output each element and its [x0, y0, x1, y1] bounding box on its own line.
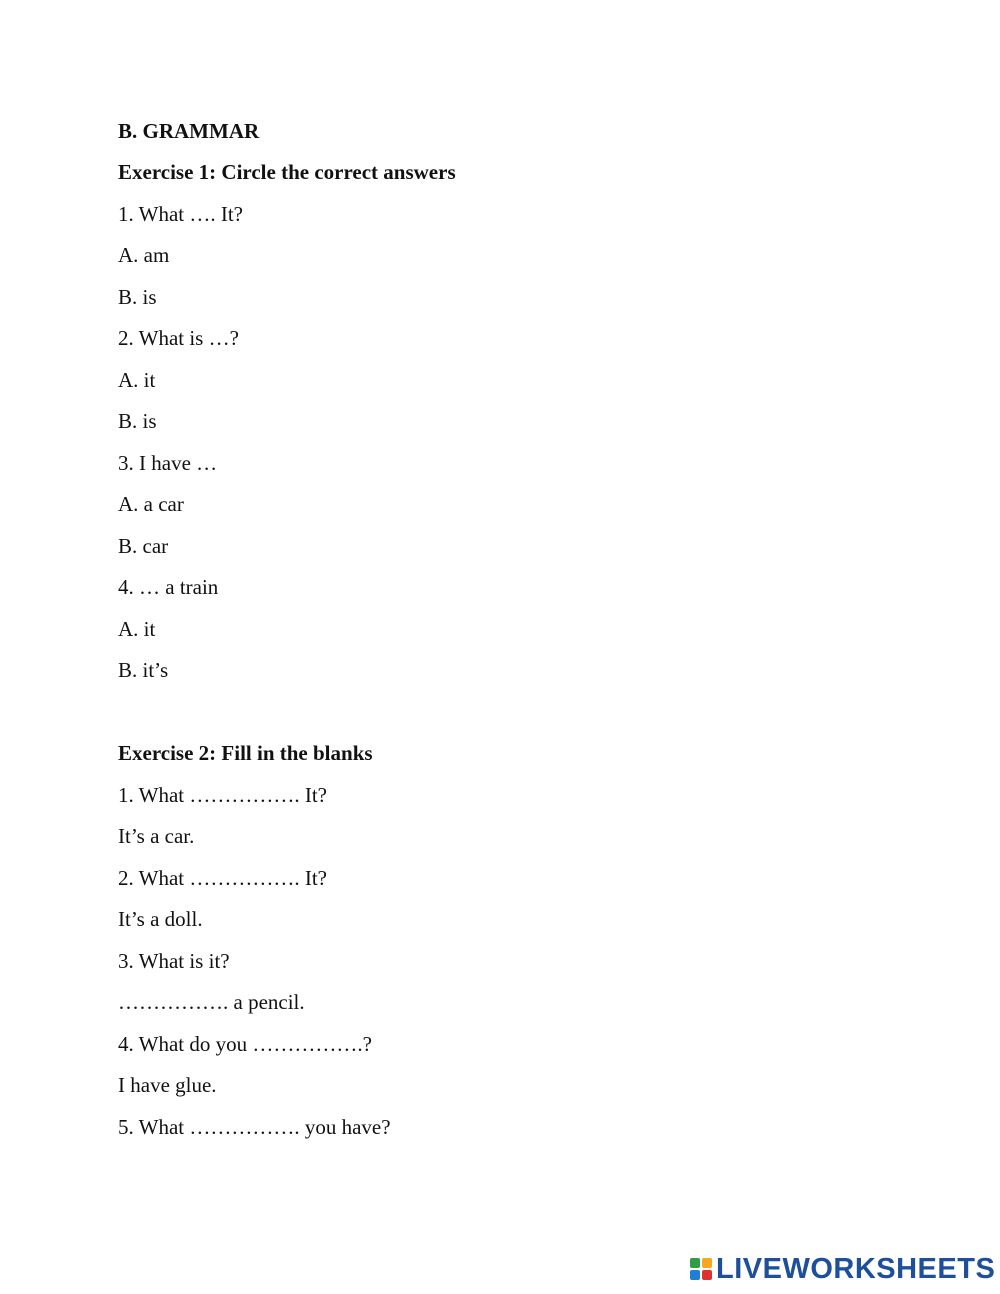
exercise-1-option[interactable]: A. a car [118, 492, 184, 516]
exercise-1-title: Exercise 1: Circle the correct answers [118, 160, 456, 184]
exercise-2-answer-1: It’s a car. [118, 824, 195, 848]
logo-square [690, 1270, 700, 1280]
exercise-1-option[interactable]: A. it [118, 617, 156, 641]
exercise-2-question-4[interactable]: 4. What do you …………….? [118, 1032, 372, 1056]
exercise-1-option[interactable]: B. it’s [118, 658, 169, 682]
exercise-1-option[interactable]: A. it [118, 368, 156, 392]
liveworksheets-logo-icon [690, 1258, 712, 1280]
exercise-2-answer-3[interactable]: ……………. a pencil. [118, 990, 305, 1014]
logo-square [702, 1270, 712, 1280]
logo-square [702, 1258, 712, 1268]
exercise-2-question-2[interactable]: 2. What ……………. It? [118, 866, 327, 890]
exercise-2-title: Exercise 2: Fill in the blanks [118, 741, 373, 765]
exercise-1-question-1: 1. What …. It? [118, 202, 243, 226]
exercise-1-option[interactable]: B. car [118, 534, 169, 558]
exercise-1-option[interactable]: A. am [118, 243, 170, 267]
exercise-1-question-2: 2. What is …? [118, 326, 239, 350]
logo-square [690, 1258, 700, 1268]
exercise-2-question-3: 3. What is it? [118, 949, 230, 973]
exercise-1-option[interactable]: B. is [118, 409, 157, 433]
exercise-1-option[interactable]: B. is [118, 285, 157, 309]
exercise-2-answer-4: I have glue. [118, 1073, 217, 1097]
exercise-1-question-4: 4. … a train [118, 575, 219, 599]
section-title: B. GRAMMAR [118, 119, 260, 143]
exercise-2-question-1[interactable]: 1. What ……………. It? [118, 783, 327, 807]
exercise-2-answer-2: It’s a doll. [118, 907, 203, 931]
exercise-2-question-5[interactable]: 5. What ……………. you have? [118, 1115, 391, 1139]
liveworksheets-logo [690, 1252, 995, 1286]
liveworksheets-logo-text: LIVEWORKSHEETS [716, 1252, 996, 1285]
exercise-1-question-3: 3. I have … [118, 451, 218, 475]
